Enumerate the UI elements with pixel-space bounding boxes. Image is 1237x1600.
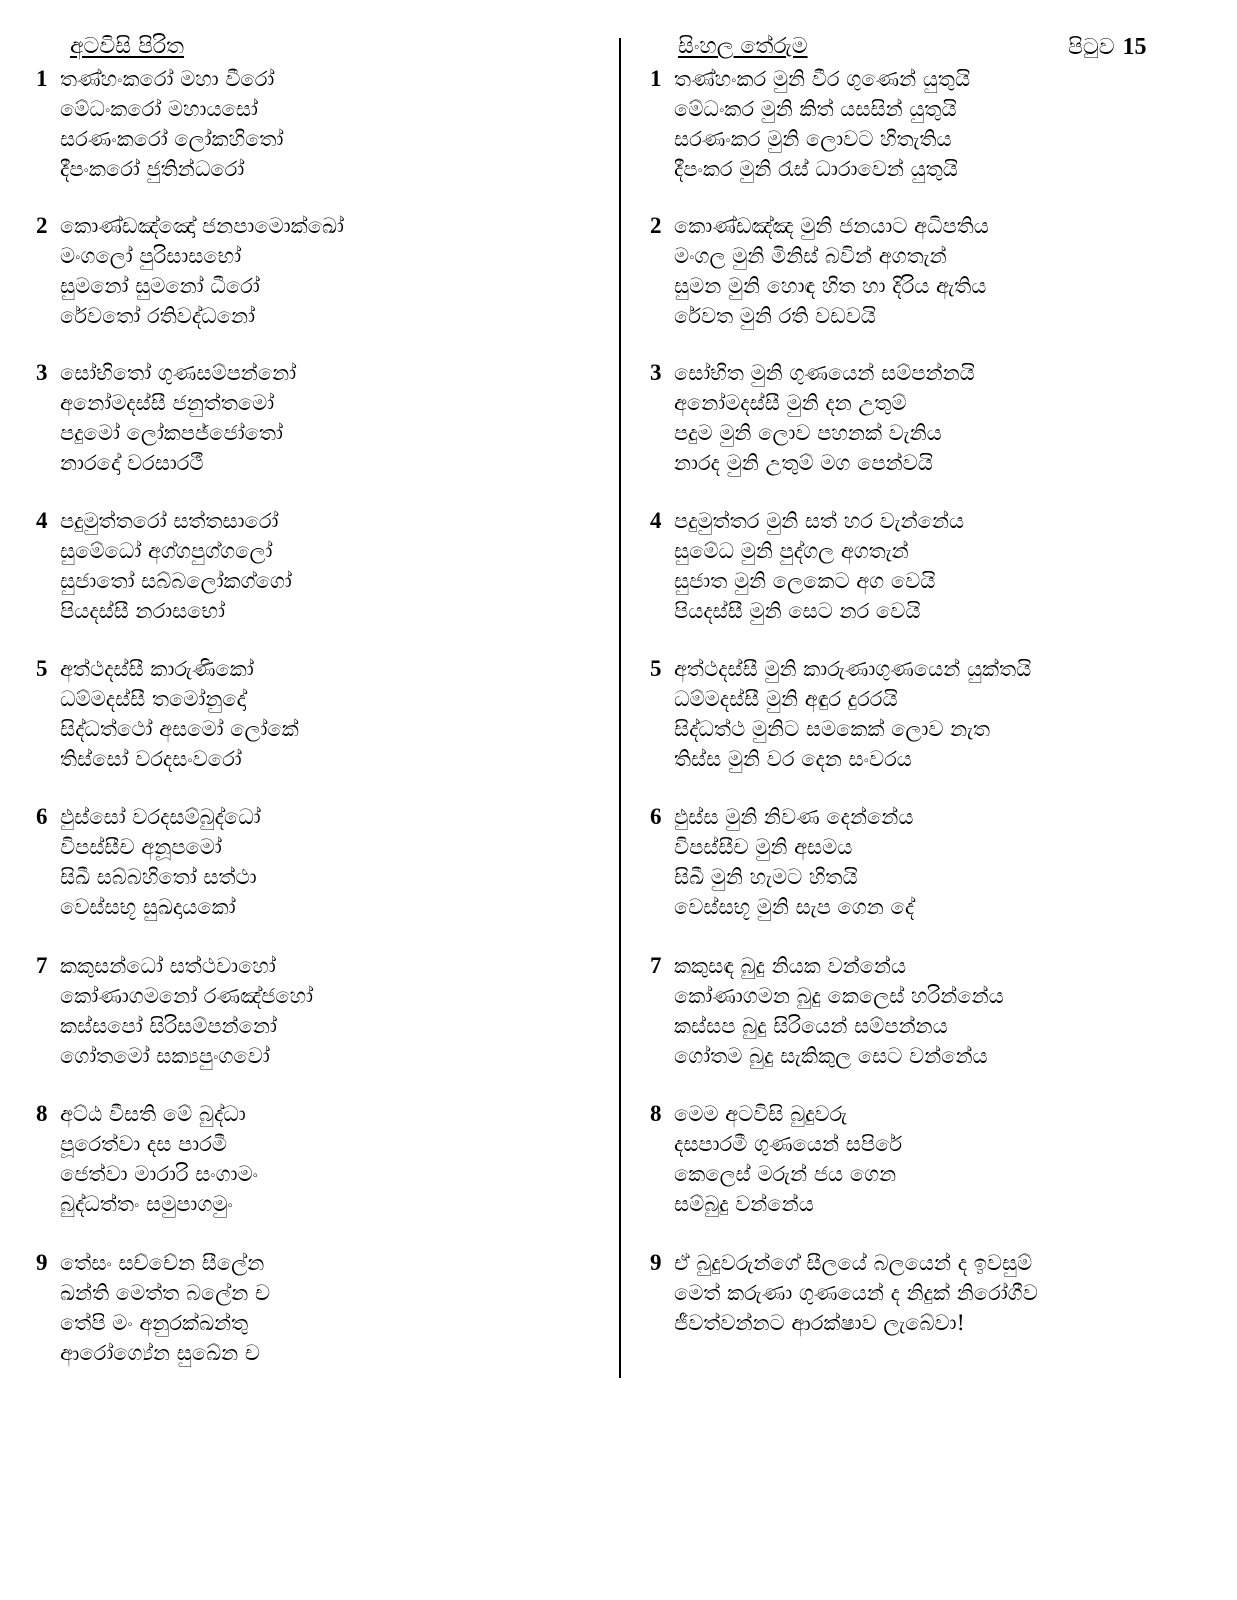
pali-verse-7	[36, 951, 606, 1071]
pali-verse-8	[36, 1099, 606, 1219]
verse-line: කස්සප බුදු සිරියෙන් සම්පන්නය	[674, 1014, 948, 1038]
verse-number: 4	[36, 508, 48, 533]
sinhala-verse-5	[650, 654, 1210, 774]
sinhala-verse-4	[650, 506, 1210, 626]
verse-number: 5	[650, 656, 662, 681]
verse-line: මේධංකරෝ මහායසෝ	[60, 97, 258, 121]
verse-line: දීපංකර මුනි රැස් ධාරාවෙන් යුතුයි	[674, 157, 958, 181]
verse-line: සුමේධෝ අග්ගපුග්ගලෝ	[60, 539, 273, 563]
verse-number: 6	[36, 804, 48, 829]
verse-number: 3	[650, 360, 662, 385]
page-label-text: පිටුව	[1068, 35, 1115, 60]
verse-line: පදුම මුනි ලොව පහනක් වැනිය	[674, 421, 942, 445]
verse-line: වෙස්සභූ මුනි සැප ගෙන දේ	[674, 895, 915, 919]
pali-verse-3	[36, 358, 606, 478]
verse-line: ඛන්ති මෙත්ත බලේන ච	[60, 1281, 271, 1305]
verse-number: 2	[650, 213, 662, 238]
verse-number: 9	[650, 1250, 662, 1275]
verse-line: 2 කොණ්ඩඤ්ඤ මුනි ජනයාට අධිපතිය	[650, 211, 1210, 241]
verse-line: 1 තණ්හංකරෝ මහා වීරෝ	[36, 64, 606, 94]
verse-line: සුජාතෝ සබ්බලෝකග්ගෝ	[60, 569, 292, 593]
verse-line: තිස්සෝ වරදසංවරෝ	[60, 747, 242, 771]
verse-line: පදුමෝ ලෝකපජ්ජෝතෝ	[60, 421, 283, 445]
verse-line: 5 අත්ථදස්සී කාරුණිකෝ	[36, 654, 606, 684]
sinhala-verse-3	[650, 358, 1210, 478]
verse-number: 5	[36, 656, 48, 681]
verse-line: සිඛී සබ්බහිතෝ සත්ථා	[60, 865, 257, 889]
verse-line: 6 ඵුස්ස මුනි නිවණ දෙන්නේය	[650, 802, 1210, 832]
verse-line: 7 කකුසන්ධෝ සත්ථවාහෝ	[36, 951, 606, 981]
verse-line: නාරදෝ වරසාරථී	[60, 451, 204, 475]
pali-verse-9	[36, 1248, 606, 1368]
verse-line: 4 පදුමුත්තරෝ සත්තසාරෝ	[36, 506, 606, 536]
verse-line: සුමනෝ සුමනෝ ධීරෝ	[60, 274, 260, 298]
verse-line: සරණංකරෝ ලෝකහිතෝ	[60, 127, 284, 151]
verse-line: නාරද මුනි උතුම් මග පෙන්වයි	[674, 451, 933, 475]
verse-line: සරණංකර මුනි ලොවට හිතැතිය	[674, 127, 952, 151]
verse-line: ජෙත්වා මාරාරි සංගාමං	[60, 1162, 259, 1186]
verse-line: සම්බුදු වන්නේය	[674, 1192, 814, 1216]
pali-verse-1	[36, 64, 606, 184]
pali-verse-6	[36, 802, 606, 922]
verse-line: 2 කොණ්ඩඤ්ඤෝ ජනපාමොක්ඛෝ	[36, 211, 606, 241]
verse-line: 8 අට්ඨ වීසති මේ බුද්ධා	[36, 1099, 606, 1129]
verse-line: පූරෙත්වා දස පාරමී	[60, 1132, 227, 1156]
verse-line: කෝණාගමන බුදු කෙලෙස් හරින්නේය	[674, 984, 1004, 1008]
verse-line: කෝණාගමනෝ රණඤ්ජහෝ	[60, 984, 314, 1008]
verse-line: පියදස්සී මුනි සෙට නර වෙයි	[674, 599, 921, 623]
verse-line: පියදස්සී නරාසභෝ	[60, 599, 225, 623]
verse-line: ධම්මදස්සී තමෝනුදෝ	[60, 687, 246, 711]
verse-line: 9 ඒ බුදුවරුන්ගේ සීලයේ බලයෙන් ද ඉවසුම්	[650, 1248, 1210, 1278]
verse-number: 1	[650, 66, 662, 91]
verse-line: ගෝතමෝ සක්‍යපුංගවෝ	[60, 1044, 270, 1068]
verse-line: 9 තේසං සච්චේන සීලේන	[36, 1248, 606, 1278]
verse-number: 6	[650, 804, 662, 829]
verse-line: වෙස්සභූ සුඛදායකෝ	[60, 895, 236, 919]
verse-line: මෙත් කරුණා ගුණයෙන් ද නිදුක් නිරෝගීව	[674, 1281, 1038, 1305]
page-number: 15	[1122, 34, 1147, 60]
verse-line: 7 කකුසඳ බුදු නියක වන්නේය	[650, 951, 1210, 981]
verse-line: 3 සෝභිතෝ ගුණසම්පන්නෝ	[36, 358, 606, 388]
verse-number: 7	[36, 953, 48, 978]
verse-number: 7	[650, 953, 662, 978]
verse-line: අනෝමදස්සී මුනි දන උතුම්	[674, 391, 907, 415]
verse-line: තිස්ස මුනි වර දෙන සංවරය	[674, 747, 912, 771]
verse-line: තේපි මං අනුරක්ඛන්තු	[60, 1311, 249, 1335]
verse-line: රේවතෝ රතිවද්ධනෝ	[60, 304, 256, 328]
verse-line: මේධංකර මුනි කිත් යසසින් යුතුයි	[674, 97, 957, 121]
pali-heading: අටවිසි පිරිත	[70, 34, 185, 59]
column-divider	[619, 38, 621, 1378]
verse-line: සිඛී මුනි හැමට හිතයි	[674, 865, 858, 889]
verse-number: 8	[650, 1101, 662, 1126]
verse-line: 1 තණ්හංකර මුනි වීර ගුණෙන් යුතුයි	[650, 64, 1210, 94]
verse-line: බුද්ධත්තං සමුපාගමුං	[60, 1192, 233, 1216]
verse-line: සුජාත මුනි ලෙකෙට අග වෙයි	[674, 569, 936, 593]
sinhala-verse-7	[650, 951, 1210, 1071]
verse-number: 1	[36, 66, 48, 91]
pali-verse-4	[36, 506, 606, 626]
verse-line: 8 මෙම අටවිසි බුදුවරු	[650, 1099, 1210, 1129]
verse-line: සිද්ධත්ථෝ අසමෝ ලෝකේ	[60, 717, 299, 741]
verse-number: 9	[36, 1250, 48, 1275]
verse-line: විපස්සීච මුනි අසමය	[674, 835, 853, 859]
sinhala-verse-1	[650, 64, 1210, 184]
verse-line: දීපංකරෝ ජුතින්ධරෝ	[60, 157, 245, 181]
verse-line: මංගලෝ පුරිසාසභෝ	[60, 244, 242, 268]
verse-line: මංගල මුනි මිනිස් බවින් අගතැන්	[674, 244, 947, 268]
verse-line: ආරෝග්‍යේන සුඛේන ච	[60, 1341, 260, 1365]
verse-line: කෙලෙස් මරුන් ජය ගෙන	[674, 1162, 897, 1186]
verse-line: දසපාරමී ගුණයෙන් සපිරේ	[674, 1132, 903, 1156]
verse-line: සුමේධ මුනි පුද්ගල අගතැන්	[674, 539, 909, 563]
verse-line: ජීවත්වන්නට ආරක්ෂාව ලැබේවා!	[674, 1311, 965, 1335]
sinhala-verse-6	[650, 802, 1210, 922]
verse-line: විපස්සීච අනූපමෝ	[60, 835, 222, 859]
verse-line: ධම්මදස්සී මුනි අඳුර දුරරයි	[674, 687, 898, 711]
pali-verse-5	[36, 654, 606, 774]
verse-number: 4	[650, 508, 662, 533]
verse-line: සිද්ධත්ථ මුනිට සමකෙක් ලොව නැත	[674, 717, 991, 741]
pali-verse-2	[36, 211, 606, 331]
page-indicator	[1068, 34, 1147, 61]
sinhala-heading: සිංහල තේරුම	[678, 34, 808, 59]
verse-line: රේවත මුනි රති වඩවයි	[674, 304, 876, 328]
sinhala-verse-2	[650, 211, 1210, 331]
verse-line: අනෝමදස්සී ජනුත්තමෝ	[60, 391, 275, 415]
verse-number: 3	[36, 360, 48, 385]
verse-number: 8	[36, 1101, 48, 1126]
verse-line: කස්සපෝ සිරිසම්පන්නෝ	[60, 1014, 277, 1038]
verse-line: 5 අත්ථදස්සී මුනි කාරුණාගුණයෙන් යුක්තයි	[650, 654, 1210, 684]
verse-line: 6 ඵුස්සෝ වරදසම්බුද්ධෝ	[36, 802, 606, 832]
verse-line: 4 පදුමුත්තර මුනි සත් හර වැන්නේය	[650, 506, 1210, 536]
verse-number: 2	[36, 213, 48, 238]
sinhala-verse-9	[650, 1248, 1210, 1338]
sinhala-verse-8	[650, 1099, 1210, 1219]
verse-line: ගෝතම බුදු සැකිකුල සෙට වන්නේය	[674, 1044, 988, 1068]
verse-line: 3 සෝභිත මුනි ගුණයෙන් සම්පන්නයි	[650, 358, 1210, 388]
verse-line: සුමන මුනි හොඳ හිත හා දිරිය ඇතිය	[674, 274, 987, 298]
